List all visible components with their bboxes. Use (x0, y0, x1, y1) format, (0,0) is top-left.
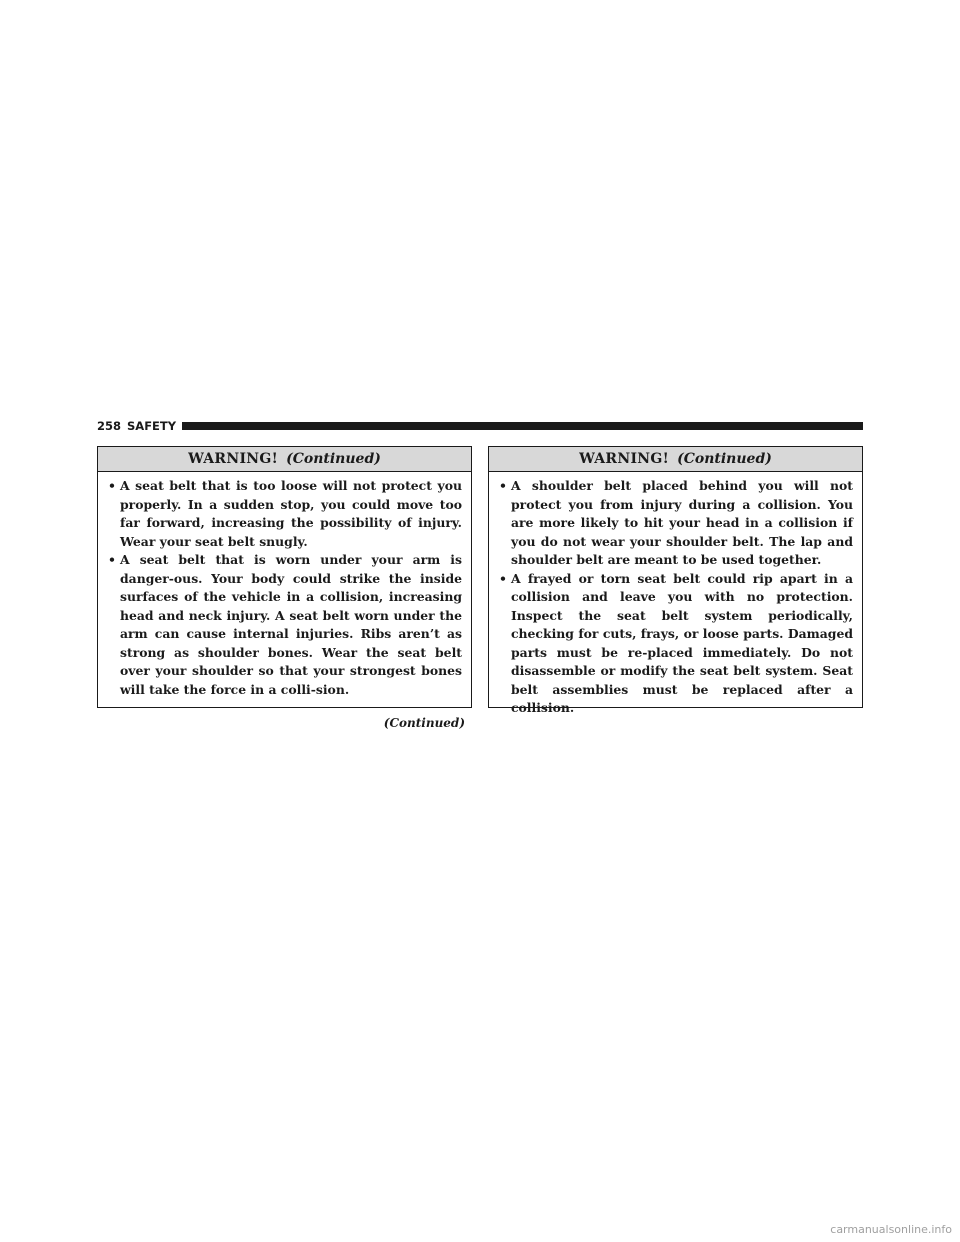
continued-footer: (Continued) (383, 716, 465, 730)
bullet-icon: • (108, 552, 116, 567)
warning-header (489, 447, 862, 472)
header-rule (182, 422, 863, 430)
bullet-icon: • (499, 570, 507, 586)
warning-continued-label: (Continued) (286, 451, 381, 467)
watermark: carmanualsonline.info (830, 1223, 952, 1236)
warning-list (98, 472, 471, 699)
warning-text: A seat belt that is too loose will not protect you properly. In a sudden stop, you could move too far forward, increasing the possibility of injury. Wear your seat belt snugly. (120, 478, 462, 549)
warning-box-right (488, 446, 863, 715)
list-item (107, 477, 462, 551)
list-item (498, 477, 853, 570)
list-item (107, 551, 462, 699)
section-title: SAFETY (127, 419, 177, 433)
warning-text: A shoulder belt placed behind you will not protect you from injury during a collision. You are more likely to hit your head in a collision if you do not wear your shoulder belt. The lap and shoulder belt are meant to be used together. (511, 478, 853, 567)
warning-text: A frayed or torn seat belt could rip apart in a collision and leave you with no protection. Inspect the seat belt system periodically, checking for cuts, frays, or loose parts. Damaged parts must be re-placed immediately. Do not disassemble or modify the seat belt system. Seat belt assemblies must be replaced after a collision. (511, 570, 853, 715)
warning-list (489, 472, 862, 718)
bullet-icon: • (108, 478, 116, 493)
warning-title: WARNING! (579, 451, 670, 467)
page-header (97, 418, 863, 434)
warning-continued-label: (Continued) (677, 451, 772, 467)
page-number: 258 (97, 419, 122, 433)
warning-text: A seat belt that is worn under your arm is danger-ous. Your body could strike the inside surfaces of the vehicle in a collision, increasing head and neck injury. A seat belt worn under the arm can cause internal injuries. Ribs aren’t as strong as shoulder bones. Wear the seat belt over your shoulder so that your strongest bones will take the force in a colli-sion. (120, 552, 462, 697)
list-item (498, 570, 853, 718)
warning-header (98, 447, 471, 472)
warning-title: WARNING! (188, 451, 279, 467)
bullet-icon: • (499, 478, 507, 493)
warning-box-left (97, 446, 472, 708)
